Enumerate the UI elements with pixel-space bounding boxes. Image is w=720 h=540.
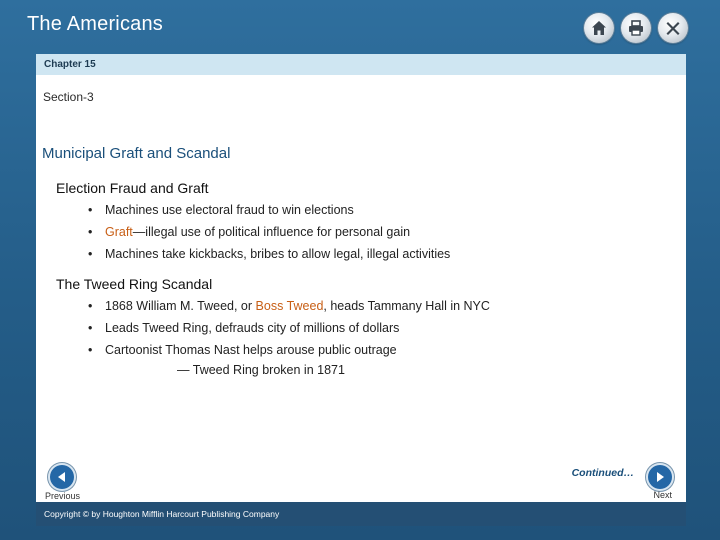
list-item: • Graft—illegal use of political influence for personal gain <box>88 225 411 239</box>
home-icon <box>590 19 608 37</box>
slide-content <box>36 75 686 502</box>
arrow-left-icon <box>56 471 68 483</box>
highlight-term-graft: Graft <box>105 225 133 239</box>
list-item: • Leads Tweed Ring, defrauds city of millions of dollars <box>88 321 400 335</box>
print-button[interactable] <box>621 13 651 43</box>
slide-title: Municipal Graft and Scandal <box>42 145 231 162</box>
previous-button[interactable] <box>50 465 74 489</box>
list-item: • Machines use electoral fraud to win elections <box>88 203 354 217</box>
close-icon <box>664 19 682 37</box>
list-item: • Cartoonist Thomas Nast helps arouse public outrage <box>88 343 397 357</box>
toolbar <box>584 13 688 43</box>
copyright-footer: Copyright © by Houghton Mifflin Harcourt Publishing Company <box>36 502 686 526</box>
close-button[interactable] <box>658 13 688 43</box>
tweed-ring-continuation: — Tweed Ring broken in 1871 <box>177 363 345 377</box>
topic-heading-election-fraud: Election Fraud and Graft <box>56 180 209 196</box>
section-label: Section-3 <box>43 90 94 104</box>
highlight-term-boss-tweed: Boss Tweed <box>255 299 324 313</box>
print-icon <box>627 19 645 37</box>
list-item: • 1868 William M. Tweed, or Boss Tweed, heads Tammany Hall in NYC <box>88 299 490 313</box>
next-label[interactable]: Next <box>653 490 672 500</box>
chapter-label: Chapter 15 <box>36 54 686 75</box>
previous-label[interactable]: Previous <box>45 491 81 501</box>
tweed-ring-bullets <box>88 295 490 361</box>
continued-label: Continued… <box>571 467 634 479</box>
app-title: The Americans <box>27 13 163 35</box>
topic-heading-tweed-ring: The Tweed Ring Scandal <box>56 276 213 292</box>
arrow-right-icon <box>654 471 666 483</box>
home-button[interactable] <box>584 13 614 43</box>
election-fraud-bullets <box>88 199 450 265</box>
next-button[interactable] <box>648 465 672 489</box>
list-item: • Machines take kickbacks, bribes to allow legal, illegal activities <box>88 247 451 261</box>
